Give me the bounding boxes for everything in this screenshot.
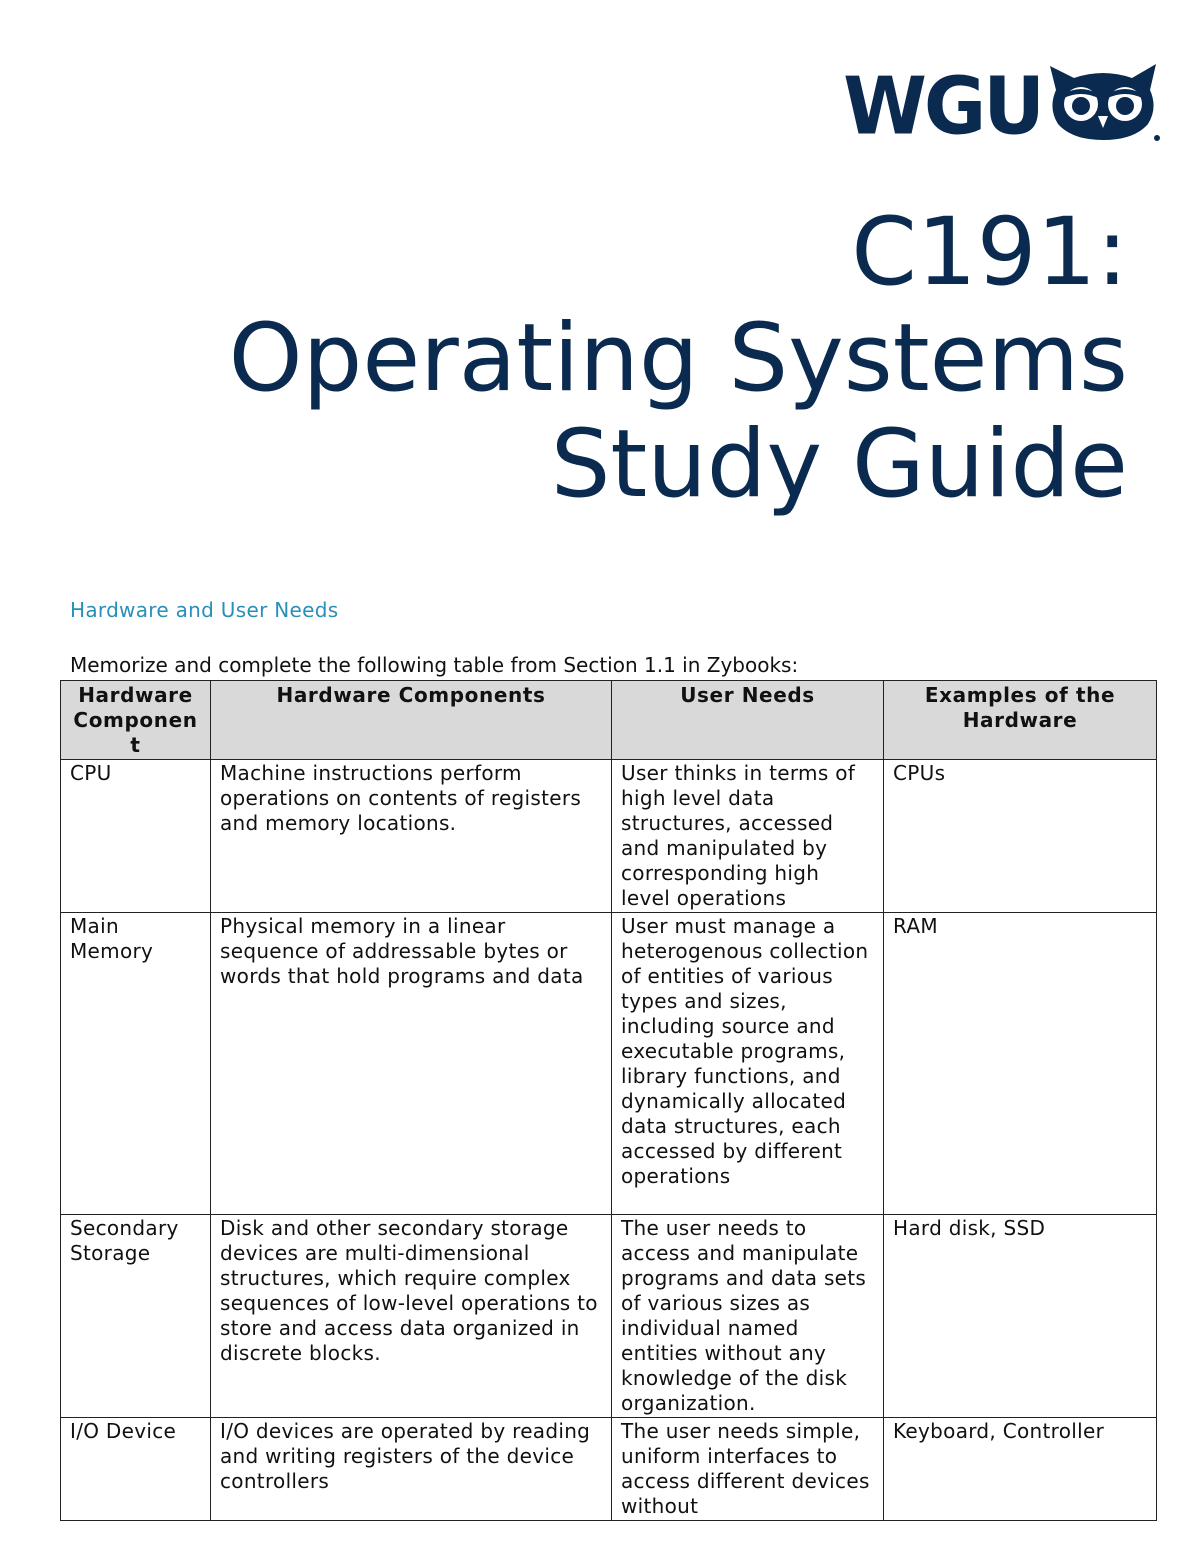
intro-text: Memorize and complete the following table from Section 1.1 in Zybooks: [70,653,799,677]
cell-examples: CPUs [884,760,1157,913]
cell-hardware: Machine instructions perform operations on contents of registers and memory locations. [211,760,612,913]
header-hardware-components: Hardware Components [211,681,612,760]
cell-hardware: Disk and other secondary storage devices are multi-dimensional structures, which require complex sequences of low-level operations to store and access data organized in discrete blocks. [211,1215,612,1418]
owl-icon [1044,60,1162,142]
cell-examples: RAM [884,913,1157,1215]
header-hardware-component: Hardware Component [61,681,211,760]
cell-user-needs: User must manage a heterogenous collection of entities of various types and sizes, including source and executable programs, library functions, and dynamically allocated data structures, each accessed by different operations [612,913,884,1215]
wgu-logo [843,58,1162,153]
cell-examples: Keyboard, Controller [884,1418,1157,1521]
cell-component: Secondary Storage [61,1215,211,1418]
table-row [61,1215,1157,1418]
cell-user-needs: The user needs to access and manipulate programs and data sets of various sizes as individual named entities without any knowledge of the disk organization. [612,1215,884,1418]
logo-text: WGU [843,58,1042,153]
cell-hardware: I/O devices are operated by reading and writing registers of the device controllers [211,1418,612,1521]
title-line-3: Study Guide [550,410,1128,519]
hardware-table [60,680,1157,1521]
cell-examples: Hard disk, SSD [884,1215,1157,1418]
section-heading: Hardware and User Needs [70,598,339,622]
cell-user-needs: User thinks in terms of high level data structures, accessed and manipulated by corresponding high level operations [612,760,884,913]
table-row [61,760,1157,913]
title-line-2: Operating Systems [228,304,1128,413]
header-examples: Examples of the Hardware [884,681,1157,760]
cell-component: CPU [61,760,211,913]
cell-hardware: Physical memory in a linear sequence of addressable bytes or words that hold programs and data [211,913,612,1215]
table-row [61,1418,1157,1521]
table-row [61,913,1157,1215]
table-header-row [61,681,1157,760]
header-user-needs: User Needs [612,681,884,760]
title-line-1: C191: [851,198,1128,307]
cell-user-needs: The user needs simple, uniform interfaces to access different devices without [612,1418,884,1521]
cell-component: Main Memory [61,913,211,1215]
cell-component: I/O Device [61,1418,211,1521]
page-title [229,200,1128,518]
